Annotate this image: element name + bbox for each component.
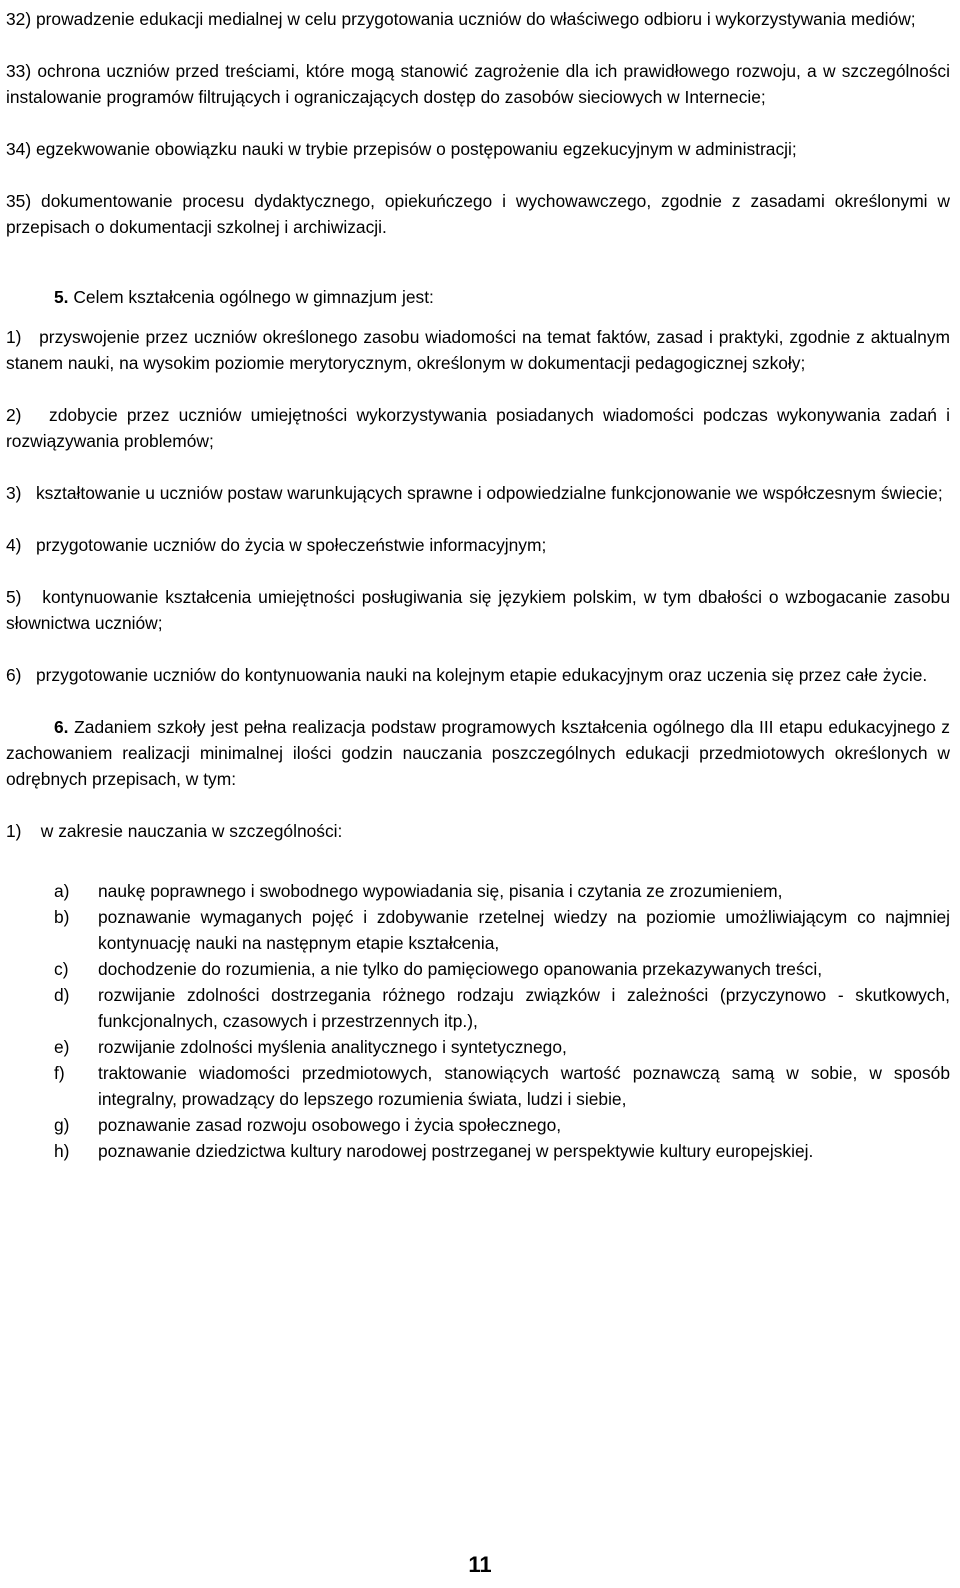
item-text: kontynuowanie kształcenia umiejętności posługiwania się językiem polskim, w tym dbałości o wzbogacanie zasobu słownictwa uczniów; (6, 587, 950, 633)
sublist-item-a (54, 878, 950, 904)
item-text: zdobycie przez uczniów umiejętności wykorzystywania posiadanych wiadomości podczas wykonywania zadań i rozwiązywania problemów; (6, 405, 950, 451)
sublist-item-h (54, 1138, 950, 1164)
sub-text: poznawanie dziedzictwa kultury narodowej postrzeganej w perspektywie kultury europejskiej. (98, 1141, 814, 1161)
section-5-item-4 (6, 532, 950, 558)
sub-text: traktowanie wiadomości przedmiotowych, stanowiących wartość poznawczą samą w sobie, w sposób integralny, prowadzący do lepszego rozumienia świata, ludzi i siebie, (98, 1063, 950, 1109)
sub-text: dochodzenie do rozumienia, a nie tylko do pamięciowego opanowania przekazywanych treści, (98, 959, 823, 979)
sublist-item-f (54, 1060, 950, 1112)
section-6-item-1 (6, 818, 950, 844)
sub-letter: f) (54, 1063, 65, 1083)
item-number: 2) (6, 405, 22, 425)
section-6-number: 6. (54, 717, 69, 737)
item-text: w zakresie nauczania w szczególności: (40, 821, 343, 841)
sub-text: rozwijanie zdolności dostrzegania różnego rodzaju związków i zależności (przyczynowo - skutkowych, funkcjonalnych, czasowych i przestrzennych itp.), (98, 985, 950, 1031)
section-6-heading (6, 714, 950, 792)
section-5-heading (6, 284, 950, 310)
sub-letter: g) (54, 1115, 70, 1135)
sub-text: poznawanie zasad rozwoju osobowego i życia społecznego, (98, 1115, 562, 1135)
list-item-32: 32) prowadzenie edukacji medialnej w celu przygotowania uczniów do właściwego odbioru i wykorzystywania mediów; (6, 9, 916, 29)
sub-text: naukę poprawnego i swobodnego wypowiadania się, pisania i czytania ze zrozumieniem, (98, 881, 783, 901)
section-5-item-6 (6, 662, 950, 688)
list-item-33: 33) ochrona uczniów przed treściami, które mogą stanowić zagrożenie dla ich prawidłowego rozwoju, a w szczególności instalowanie programów filtrujących i ograniczających dostęp do zasobów sieciowych w Internecie; (6, 61, 950, 107)
sublist-item-d (54, 982, 950, 1034)
section-5-item-3 (6, 480, 950, 506)
sub-letter: d) (54, 985, 70, 1005)
item-number: 3) (6, 483, 22, 503)
section-5-item-5 (6, 584, 950, 636)
section-5-item-2 (6, 402, 950, 454)
item-number: 5) (6, 587, 22, 607)
item-number: 4) (6, 535, 22, 555)
page-number: 11 (468, 1552, 492, 1577)
item-number: 1) (6, 327, 22, 347)
sub-letter: c) (54, 959, 69, 979)
document-page (6, 6, 950, 1164)
section-6-sublist (54, 878, 950, 1164)
sub-text: poznawanie wymaganych pojęć i zdobywanie rzetelnej wiedzy na poziomie umożliwiającym co najmniej kontynuację nauki na następnym etapie kształcenia, (98, 907, 950, 953)
item-text: przygotowanie uczniów do życia w społeczeństwie informacyjnym; (35, 535, 547, 555)
sub-letter: b) (54, 907, 70, 927)
section-6-heading-text: Zadaniem szkoły jest pełna realizacja podstaw programowych kształcenia ogólnego dla III etapu edukacyjnego z zachowaniem realizacji minimalnej ilości godzin nauczania poszczególnych edukacji przedmiotowych określonych w odrębnych przepisach, w tym: (6, 717, 950, 789)
item-number: 1) (6, 821, 22, 841)
list-item-34: 34) egzekwowanie obowiązku nauki w trybie przepisów o postępowaniu egzekucyjnym w administracji; (6, 139, 797, 159)
sublist-item-c (54, 956, 950, 982)
sub-text: rozwijanie zdolności myślenia analitycznego i syntetycznego, (98, 1037, 567, 1057)
sublist-item-e (54, 1034, 950, 1060)
sublist-item-b (54, 904, 950, 956)
sublist-item-g (54, 1112, 950, 1138)
list-item-35: 35) dokumentowanie procesu dydaktycznego, opiekuńczego i wychowawczego, zgodnie z zasadami określonymi w przepisach o dokumentacji szkolnej i archiwizacji. (6, 191, 950, 237)
section-5-number: 5. (54, 287, 69, 307)
section-5-item-1 (6, 324, 950, 376)
item-text: przygotowanie uczniów do kontynuowania nauki na kolejnym etapie edukacyjnym oraz uczenia się przez całe życie. (35, 665, 928, 685)
item-text: przyswojenie przez uczniów określonego zasobu wiadomości na temat faktów, zasad i praktyki, zgodnie z aktualnym stanem nauki, na wysokim poziomie merytorycznym, określonym w dokumentacji pedagogicznej szkoły; (6, 327, 950, 373)
section-5-heading-text: Celem kształcenia ogólnego w gimnazjum jest: (68, 287, 434, 307)
sub-letter: e) (54, 1037, 70, 1057)
sub-letter: a) (54, 881, 70, 901)
sub-letter: h) (54, 1141, 70, 1161)
item-text: kształtowanie u uczniów postaw warunkujących sprawne i odpowiedzialne funkcjonowanie we współczesnym świecie; (35, 483, 943, 503)
item-number: 6) (6, 665, 22, 685)
